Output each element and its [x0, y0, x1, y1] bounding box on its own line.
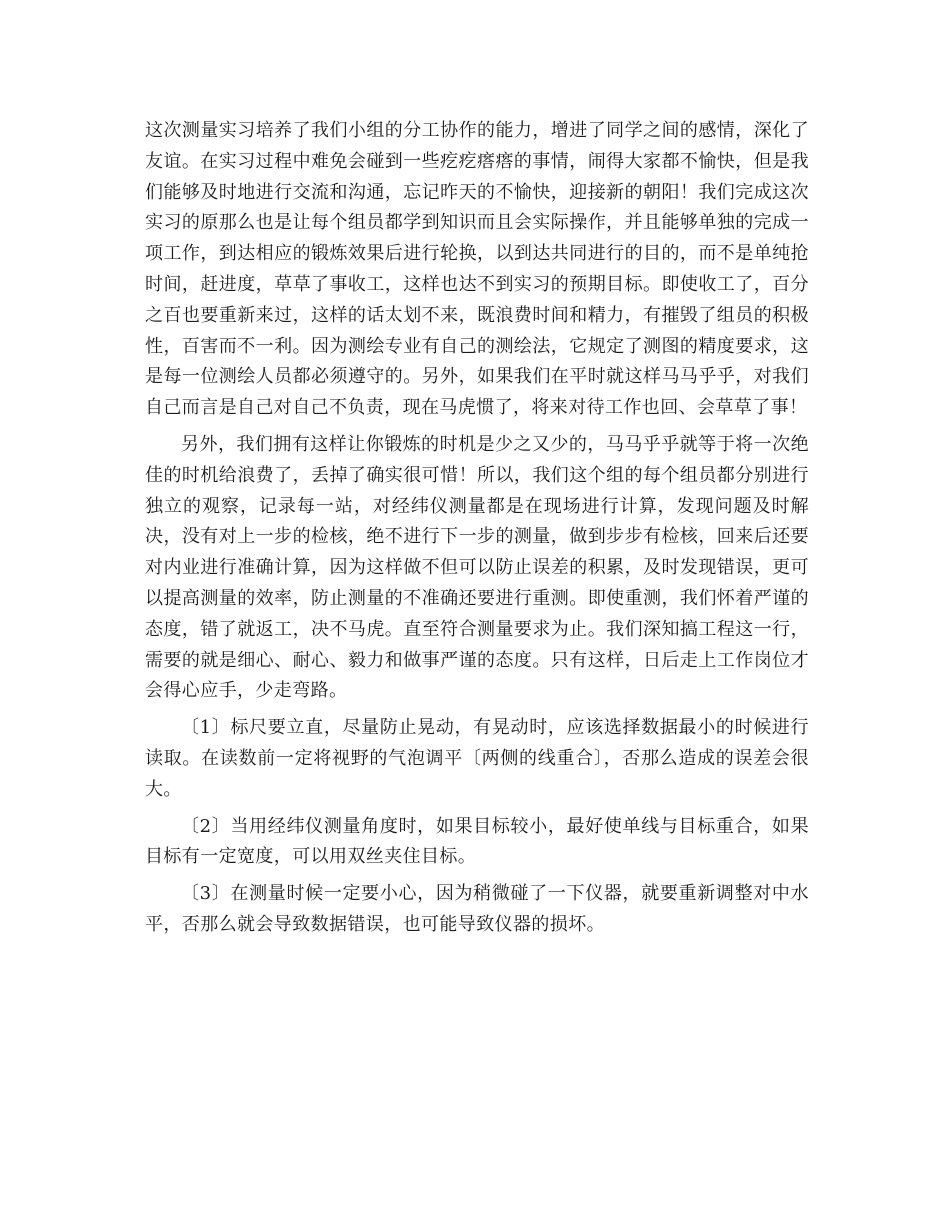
paragraph-note-1: 〔1〕标尺要立直，尽量防止晃动，有晃动时，应该选择数据最小的时候进行读取。在读数前一定将视野的气泡调平〔两侧的线重合〕，否那么造成的误差会很大。: [145, 717, 809, 800]
document-body: [145, 116, 809, 941]
paragraph-teamwork: 这次测量实习培养了我们小组的分工协作的能力，增进了同学之间的感情，深化了友谊。在实习过程中难免会碰到一些疙疙瘩瘩的事情，闹得大家都不愉快，但是我们能够及时地进行交流和沟通，忘记昨天的不愉快，迎接新的朝阳！我们完成这次实习的原那么也是让每个组员都学到知识而且会实际操作，并且能够单独的完成一项工作，到达相应的锻炼效果后进行轮换，以到达共同进行的目的，而不是单纯抢时间，赶进度，草草了事收工，这样也达不到实习的预期目标。即使收工了，百分之百也要重新来过，这样的话太划不来，既浪费时间和精力，有摧毁了组员的积极性，百害而不一利。因为测绘专业有自己的测绘法，它规定了测图的精度要求，这是每一位测绘人员都必须遵守的。另外，如果我们在平时就这样马马乎乎，对我们自己而言是自己对自己不负责，现在马虎惯了，将来对待工作也回、会草草了事！: [145, 120, 809, 419]
paragraph-note-2: 〔2〕当用经纬仪测量角度时，如果目标较小，最好使单线与目标重合，如果目标有一定宽度，可以用双丝夹住目标。: [145, 815, 809, 868]
paragraph-note-3: 〔3〕在测量时候一定要小心，因为稍微碰了一下仪器，就要重新调整对中水平，否那么就会导致数据错误，也可能导致仪器的损坏。: [145, 883, 809, 935]
paragraph-opportunity: 另外，我们拥有这样让你锻炼的时机是少之又少的，马马乎乎就等于将一次绝佳的时机给浪费了，丢掉了确实很可惜！所以，我们这个组的每个组员都分别进行独立的观察，记录每一站，对经纬仪测量都是在现场进行计算，发现问题及时解决，没有对上一步的检核，绝不进行下一步的测量，做到步步有检核，回来后还要对内业进行准确计算，因为这样做不但可以防止误差的积累，及时发现错误，更可以提高测量的效率，防止测量的不准确还要进行重测。即使重测，我们怀着严谨的态度，错了就返工，决不马虎。直至符合测量要求为止。我们深知搞工程这一行，需要的就是细心、耐心、毅力和做事严谨的态度。只有这样，日后走上工作岗位才会得心应手，少走弯路。: [145, 433, 809, 702]
